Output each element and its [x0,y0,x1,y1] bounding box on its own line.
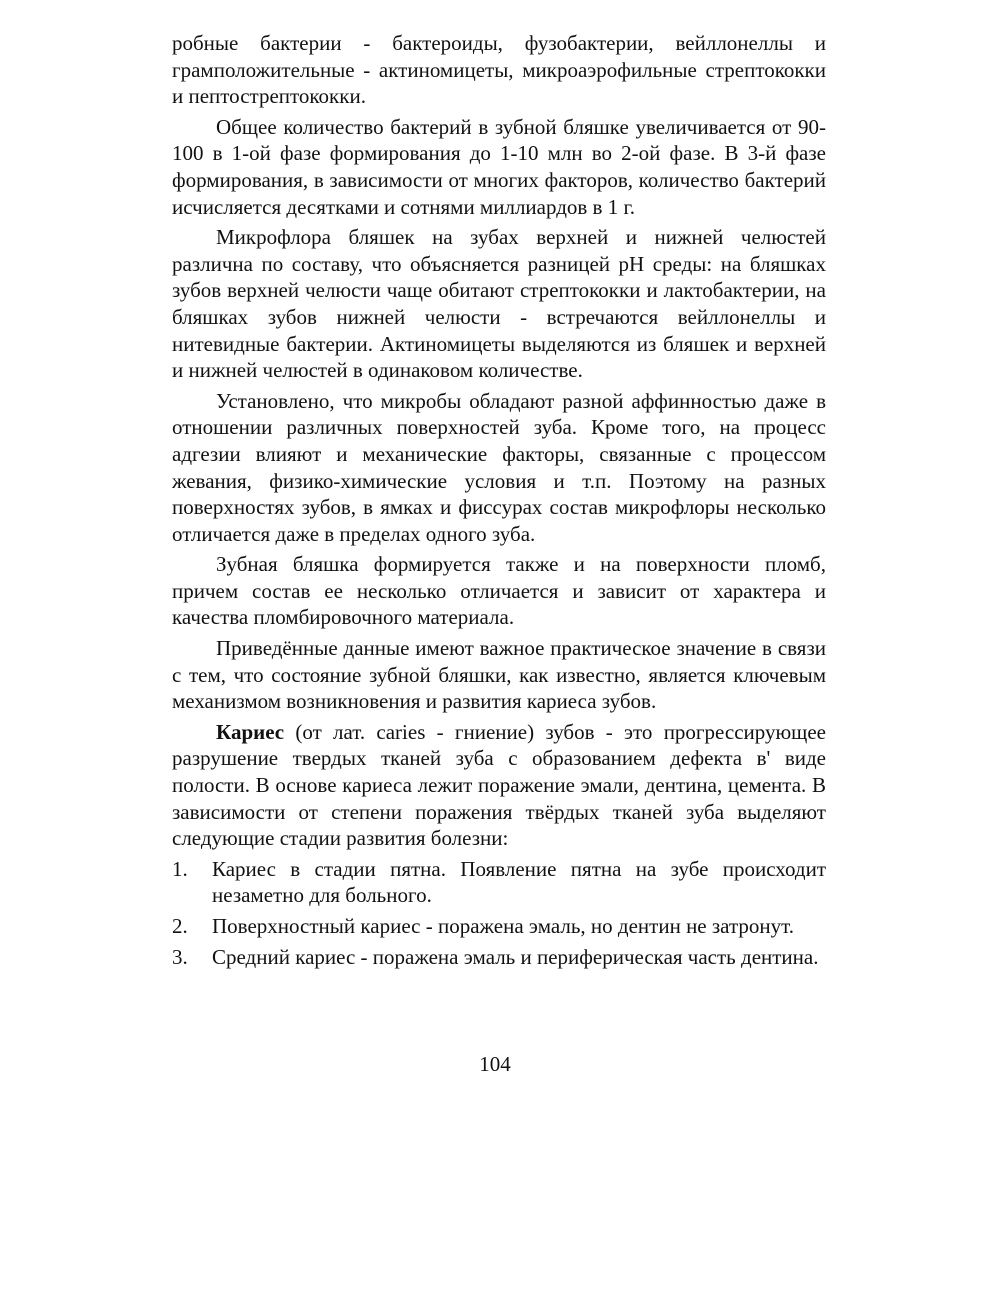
paragraph-3-text: Микрофлора бляшек на зубах верхней и нижней челюстей различна по составу, что объясняется разницей pH среды: на бляшках зубов верхней челюсти чаще обитают стрептококки и лактобактерии, на бляшках зубов нижней челюсти - встречаются вейллонеллы и нитевидные бактерии. Актиномицеты выделяются из бляшек и верхней и нижней челюстей в одинаковом количестве. [172,225,826,383]
list-item-text: Средний кариес - поражена эмаль и периферическая часть дентина. [212,944,819,969]
list-item [172,913,826,940]
list-item-number: 2. [172,914,188,938]
paragraph-6 [172,635,826,715]
list-item [172,856,826,909]
paragraph-5-text: Зубная бляшка формируется также и на поверхности пломб, причем состав ее несколько отличается и зависит от характера и качества пломбировочного материала. [172,552,826,630]
paragraph-1 [172,30,826,110]
paragraph-caries-definition [172,719,826,852]
list-item-number: 3. [172,944,188,969]
list-item-text: Поверхностный кариес - поражена эмаль, но дентин не затронут. [212,914,794,938]
page-number: 104 [479,1052,511,1076]
paragraph-2-text: Общее количество бактерий в зубной бляшке увеличивается от 90-100 в 1-ой фазе формирования до 1-10 млн во 2-ой фазе. В 3-й фазе формирования, в зависимости от многих факторов, количество бактерий исчисляется десятками и сотнями миллиардов в 1 г. [172,114,826,219]
list-item-text: Кариес в стадии пятна. Появление пятна на зубе происходит незаметно для больного. [212,856,826,908]
caries-term: Кариес [216,719,285,744]
paragraph-1-text: робные бактерии - бактероиды, фузобактерии, вейллонеллы и грамположительные - актиномицеты, микроаэрофильные стрептококки и пептострептококки. [172,31,826,109]
caries-stages-list [172,856,826,970]
paragraph-4 [172,388,826,548]
paragraph-2 [172,114,826,220]
paragraph-5 [172,551,826,631]
list-item [172,944,826,971]
page-body [172,30,826,974]
list-item-number: 1. [172,856,188,881]
caries-definition-text: (от лат. caries - гниение) зубов - это прогрессирующее разрушение твердых тканей зуба с образованием дефекта в' виде полости. В основе кариеса лежит поражение эмали, дентина, цемента. В зависимости от степени поражения твёрдых тканей зуба выделяют следующие стадии развития болезни: [172,719,826,851]
paragraph-3 [172,224,826,384]
paragraph-4-text: Установлено, что микробы обладают разной аффинностью даже в отношении различных поверхностей зуба. Кроме того, на процесс адгезии влияют и механические факторы, связанные с процессом жевания, физико-химические условия и т.п. Поэтому на разных поверхностях зубов, в ямках и фиссурах состав микрофлоры несколько отличается даже в пределах одного зуба. [172,388,826,546]
paragraph-6-text: Приведённые данные имеют важное практическое значение в связи с тем, что состояние зубной бляшки, как известно, является ключевым механизмом возникновения и развития кариеса зубов. [172,636,826,714]
